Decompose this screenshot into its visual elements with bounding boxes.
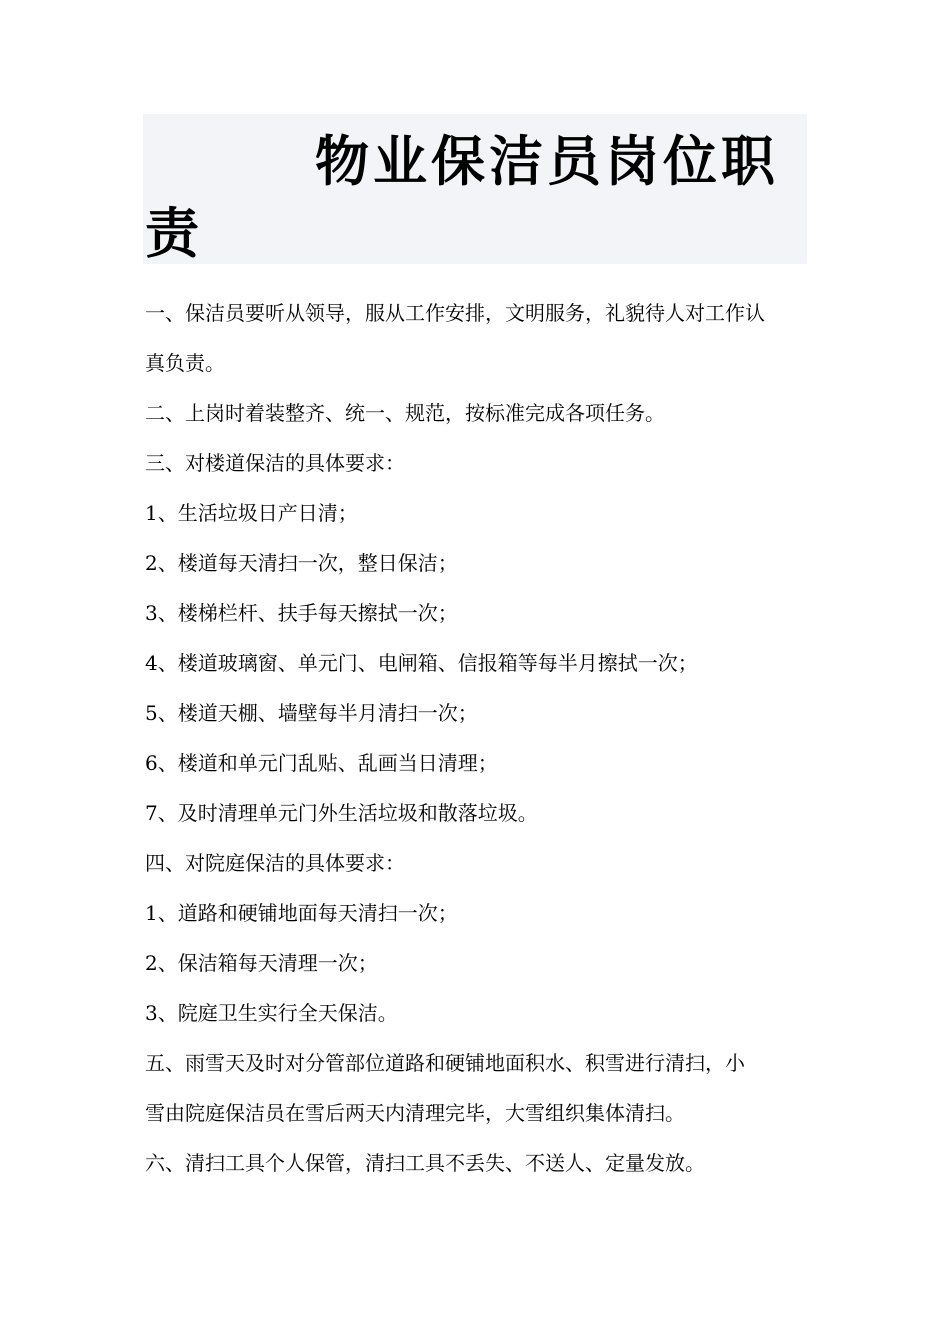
- list-item: 1、道路和硬铺地面每天清扫一次；: [145, 901, 458, 925]
- list-item: 2、楼道每天清扫一次，整日保洁；: [145, 551, 458, 575]
- list-item: 6、楼道和单元门乱贴、乱画当日清理；: [145, 751, 498, 775]
- list-item: 3、院庭卫生实行全天保洁。: [145, 1001, 398, 1025]
- list-item: 5、楼道天棚、墙壁每半月清扫一次；: [145, 701, 478, 725]
- title-block: [143, 114, 807, 264]
- paragraph-line: 真负责。: [145, 351, 225, 375]
- list-item: 3、楼梯栏杆、扶手每天擦拭一次；: [145, 601, 458, 625]
- document-title-line-1: 物业保洁员岗位职: [315, 129, 779, 193]
- section-heading: 四、对院庭保洁的具体要求：: [145, 851, 405, 875]
- section-heading: 三、对楼道保洁的具体要求：: [145, 451, 405, 475]
- list-item: 1、生活垃圾日产日清；: [145, 501, 358, 525]
- list-item: 2、保洁箱每天清理一次；: [145, 951, 378, 975]
- list-item: 7、及时清理单元门外生活垃圾和散落垃圾。: [145, 801, 538, 825]
- document-title-line-2: 责: [145, 201, 199, 265]
- document-body: [145, 288, 810, 1188]
- list-item: 4、楼道玻璃窗、单元门、电闸箱、信报箱等每半月擦拭一次；: [145, 651, 698, 675]
- paragraph-line: 雪由院庭保洁员在雪后两天内清理完毕，大雪组织集体清扫。: [145, 1101, 685, 1125]
- paragraph-line: 五、雨雪天及时对分管部位道路和硬铺地面积水、积雪进行清扫，小: [145, 1051, 745, 1075]
- paragraph-line: 二、上岗时着装整齐、统一、规范，按标准完成各项任务。: [145, 401, 665, 425]
- paragraph-line: 一、保洁员要听从领导，服从工作安排，文明服务，礼貌待人对工作认: [145, 301, 765, 325]
- paragraph-line: 六、清扫工具个人保管，清扫工具不丢失、不送人、定量发放。: [145, 1151, 705, 1175]
